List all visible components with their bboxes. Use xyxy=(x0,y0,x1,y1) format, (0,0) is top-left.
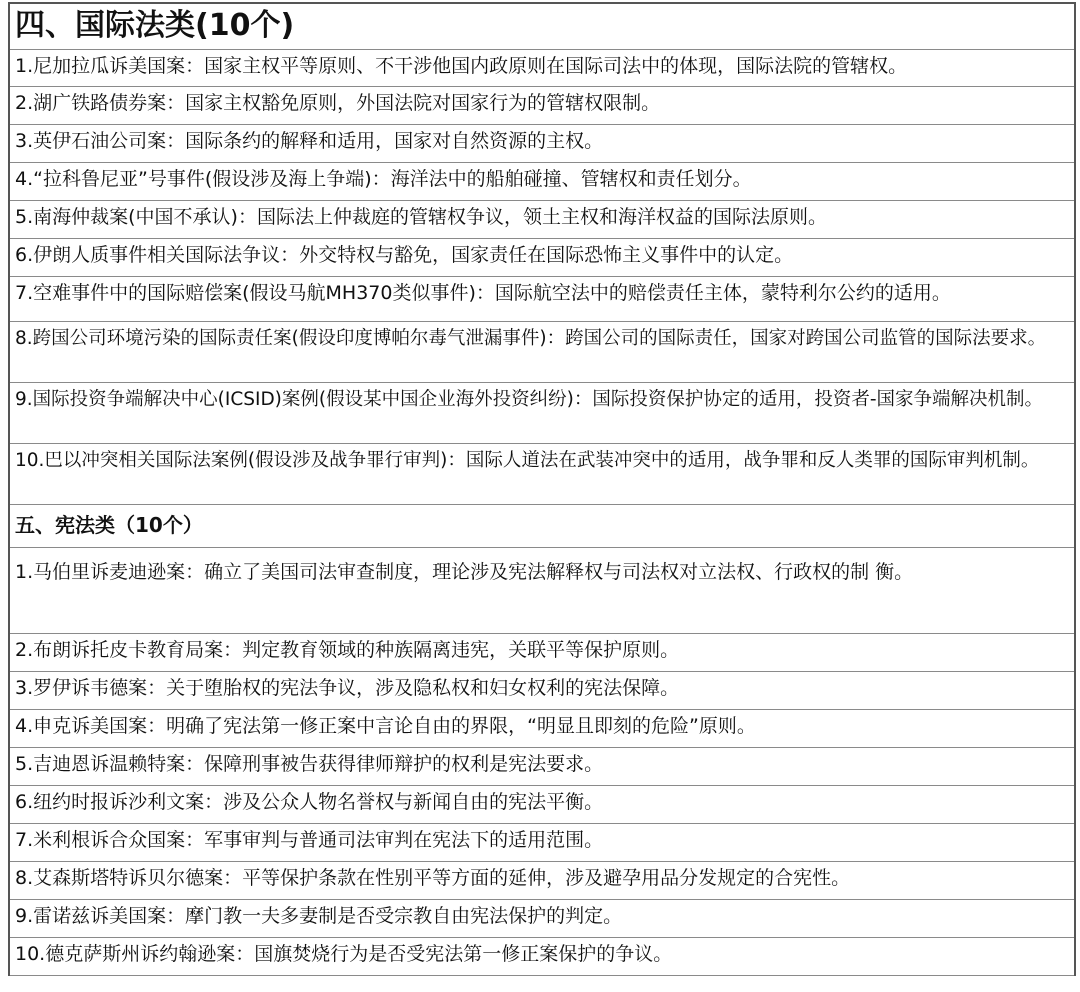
list-item: 8.艾森斯塔特诉贝尔德案：平等保护条款在性别平等方面的延伸，涉及避孕用品分发规定的合宪性。 xyxy=(10,862,1074,900)
list-item: 1.马伯里诉麦迪逊案：确立了美国司法审查制度，理论涉及宪法解释权与司法权对立法权、行政权的制 衡。 xyxy=(10,548,1074,634)
list-item: 6.纽约时报诉沙利文案：涉及公众人物名誉权与新闻自由的宪法平衡。 xyxy=(10,786,1074,824)
list-item: 3.英伊石油公司案：国际条约的解释和适用，国家对自然资源的主权。 xyxy=(10,125,1074,163)
list-item: 10.德克萨斯州诉约翰逊案：国旗焚烧行为是否受宪法第一修正案保护的争议。 xyxy=(10,938,1074,976)
list-item: 9.雷诺兹诉美国案：摩门教一夫多妻制是否受宗教自由宪法保护的判定。 xyxy=(10,900,1074,938)
list-item: 8.跨国公司环境污染的国际责任案(假设印度博帕尔毒气泄漏事件)：跨国公司的国际责任，国家对跨国公司监管的国际法要求。 xyxy=(10,322,1074,383)
list-item: 5.南海仲裁案(中国不承认)：国际法上仲裁庭的管辖权争议，领土主权和海洋权益的国际法原则。 xyxy=(10,201,1074,239)
list-item: 1.尼加拉瓜诉美国案：国家主权平等原则、不干涉他国内政原则在国际司法中的体现，国际法院的管辖权。 xyxy=(10,50,1074,87)
list-item: 7.米利根诉合众国案：军事审判与普通司法审判在宪法下的适用范围。 xyxy=(10,824,1074,862)
list-item: 10.巴以冲突相关国际法案例(假设涉及战争罪行审判)：国际人道法在武装冲突中的适用，战争罪和反人类罪的国际审判机制。 xyxy=(10,444,1074,505)
section-heading-constitutional-law: 五、宪法类（10个） xyxy=(10,505,1074,548)
list-item: 2.布朗诉托皮卡教育局案：判定教育领域的种族隔离违宪，关联平等保护原则。 xyxy=(10,634,1074,672)
list-item: 6.伊朗人质事件相关国际法争议：外交特权与豁免，国家责任在国际恐怖主义事件中的认定。 xyxy=(10,239,1074,277)
section-heading-international-law: 四、国际法类(10个) xyxy=(10,4,1074,50)
case-list-table xyxy=(8,2,1076,976)
list-item: 4.“拉科鲁尼亚”号事件(假设涉及海上争端)：海洋法中的船舶碰撞、管辖权和责任划分。 xyxy=(10,163,1074,201)
list-item: 4.申克诉美国案：明确了宪法第一修正案中言论自由的界限，“明显且即刻的危险”原则。 xyxy=(10,710,1074,748)
list-item: 5.吉迪恩诉温赖特案：保障刑事被告获得律师辩护的权利是宪法要求。 xyxy=(10,748,1074,786)
list-item: 2.湖广铁路债券案：国家主权豁免原则，外国法院对国家行为的管辖权限制。 xyxy=(10,87,1074,125)
list-item: 7.空难事件中的国际赔偿案(假设马航MH370类似事件)：国际航空法中的赔偿责任主体，蒙特利尔公约的适用。 xyxy=(10,277,1074,322)
list-item: 3.罗伊诉韦德案：关于堕胎权的宪法争议，涉及隐私权和妇女权利的宪法保障。 xyxy=(10,672,1074,710)
list-item: 9.国际投资争端解决中心(ICSID)案例(假设某中国企业海外投资纠纷)：国际投资保护协定的适用，投资者-国家争端解决机制。 xyxy=(10,383,1074,444)
